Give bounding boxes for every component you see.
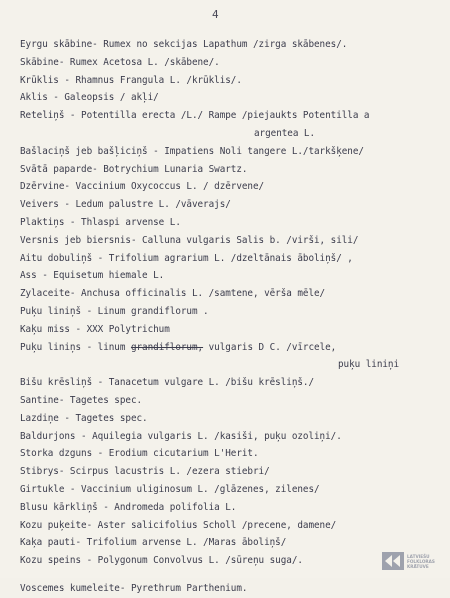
line-text: Kozu puķeite- Aster salicifolius Scholl /precene, damene/ bbox=[20, 519, 337, 531]
typed-line bbox=[20, 285, 450, 303]
typed-line bbox=[20, 517, 450, 535]
line-text: Veivers - Ledum palustre L. /vāverajs/ bbox=[20, 199, 231, 211]
typed-line bbox=[20, 250, 450, 268]
line-text: Eyrgu skābine- Rumex no sekcijas Lapathum /zirga skābenes/. bbox=[20, 39, 348, 50]
line-text: Lazdiņe - Tagetes spec. bbox=[20, 412, 148, 424]
typed-line bbox=[20, 445, 450, 463]
typed-line bbox=[20, 107, 450, 125]
line-text: Storka dzguns - Erodium cicutarium L'Herit. bbox=[20, 448, 259, 460]
typed-line bbox=[20, 392, 450, 410]
plant-list bbox=[20, 36, 450, 598]
line-text: Krūklis - Rhamnus Frangula L. /krūklis/. bbox=[20, 74, 242, 86]
typed-line bbox=[20, 161, 450, 179]
line-text: Ass - Equisetum hiemale L. bbox=[20, 270, 165, 282]
typed-line bbox=[20, 339, 450, 357]
line-text: Versnis jeb biersnis- Calluna vulgaris Salis b. /virši, sili/ bbox=[20, 234, 359, 246]
typed-line bbox=[20, 214, 450, 232]
line-text: Kaķa pauti- Trifolium arvense L. /Maras āboliņš/ bbox=[20, 537, 287, 549]
typed-line bbox=[20, 303, 450, 321]
typed-line bbox=[20, 428, 450, 446]
line-text-continued: vulgaris D C. /vīrcele, bbox=[203, 341, 337, 353]
typed-line bbox=[20, 267, 450, 285]
line-text: Blusu kārkliņš - Andromeda polifolia L. bbox=[20, 501, 237, 513]
line-text: Puķu liniņs - linum bbox=[20, 341, 131, 353]
line-text: Kozu speins - Polygonum Convolvus L. /sūreņu suga/. bbox=[20, 555, 303, 567]
line-text: puķu liniņi bbox=[338, 359, 400, 371]
typed-line bbox=[20, 143, 450, 161]
typed-line bbox=[20, 125, 450, 143]
typed-line bbox=[20, 196, 450, 214]
line-text: Svātā paparde- Botrychium Lunaria Swartz. bbox=[20, 163, 248, 175]
typed-line bbox=[20, 410, 450, 428]
archive-logo-icon bbox=[382, 552, 404, 570]
struck-text: grandiflorum, bbox=[130, 341, 204, 353]
logo-line-3: KRĀTUVE bbox=[407, 563, 429, 569]
line-text: Bašlaciņš jeb bašļiciņš - Impatiens Noli tangere L./tarkšķene/ bbox=[20, 145, 364, 157]
line-text: Puķu liniņš - Linum grandiflorum . bbox=[20, 305, 209, 317]
typed-line bbox=[20, 72, 450, 90]
line-text: Girtukle - Vaccinium uliginosum L. /glāzenes, zilenes/ bbox=[20, 483, 320, 495]
typed-line bbox=[20, 178, 450, 196]
line-text: Bišu krēsliņš - Tanacetum vulgare L. /bišu krēsliņš./ bbox=[20, 377, 315, 389]
line-text: Aklis - Galeopsis / akļi/ bbox=[20, 92, 159, 104]
line-text: Aitu dobuliņš - Trifolium agrarium L. /dzeltānais āboliņš/ , bbox=[20, 252, 353, 264]
typed-line bbox=[20, 374, 450, 392]
typed-line bbox=[20, 36, 450, 54]
typed-line bbox=[20, 321, 450, 339]
page-number: 4 bbox=[212, 8, 219, 21]
line-text: Baldurjons - Aquilegia vulgaris L. /kasiši, puķu ozoliņi/. bbox=[20, 430, 342, 442]
line-text: argentea L. bbox=[254, 127, 316, 139]
archive-logo-text bbox=[407, 554, 435, 569]
typed-line bbox=[20, 463, 450, 481]
line-text: Santine- Tagetes spec. bbox=[20, 394, 143, 406]
typed-line bbox=[20, 356, 450, 374]
line-text: Zylaceite- Anchusa officinalis L. /samtene, vērša mēle/ bbox=[20, 288, 326, 300]
archive-logo bbox=[382, 550, 444, 572]
line-text: Reteliņš - Potentilla erecta /L./ Rampe /piejaukts Potentilla a bbox=[20, 110, 370, 122]
line-text: Skābine- Rumex Acetosa L. /skābene/. bbox=[20, 56, 220, 68]
line-text: Voscemes kumeleite- Pyrethrum Parthenium. bbox=[20, 582, 248, 594]
line-text: Plaktiņs - Thlaspi arvense L. bbox=[20, 216, 181, 228]
typed-line bbox=[20, 89, 450, 107]
line-text: Kaķu miss - XXX Polytrichum bbox=[20, 323, 170, 335]
line-text: Dzērvine- Vaccinium Oxycoccus L. / dzērvene/ bbox=[20, 181, 265, 193]
logo-line-2: FOLKLORAS bbox=[407, 558, 435, 564]
typed-line bbox=[20, 499, 450, 517]
typed-line bbox=[20, 232, 450, 250]
line-text: Stibrys- Scirpus lacustris L. /ezera stiebri/ bbox=[20, 466, 270, 478]
typed-line bbox=[20, 481, 450, 499]
typed-line bbox=[20, 54, 450, 72]
typed-line bbox=[20, 580, 450, 598]
logo-line-1: LATVIEŠU bbox=[407, 553, 430, 559]
